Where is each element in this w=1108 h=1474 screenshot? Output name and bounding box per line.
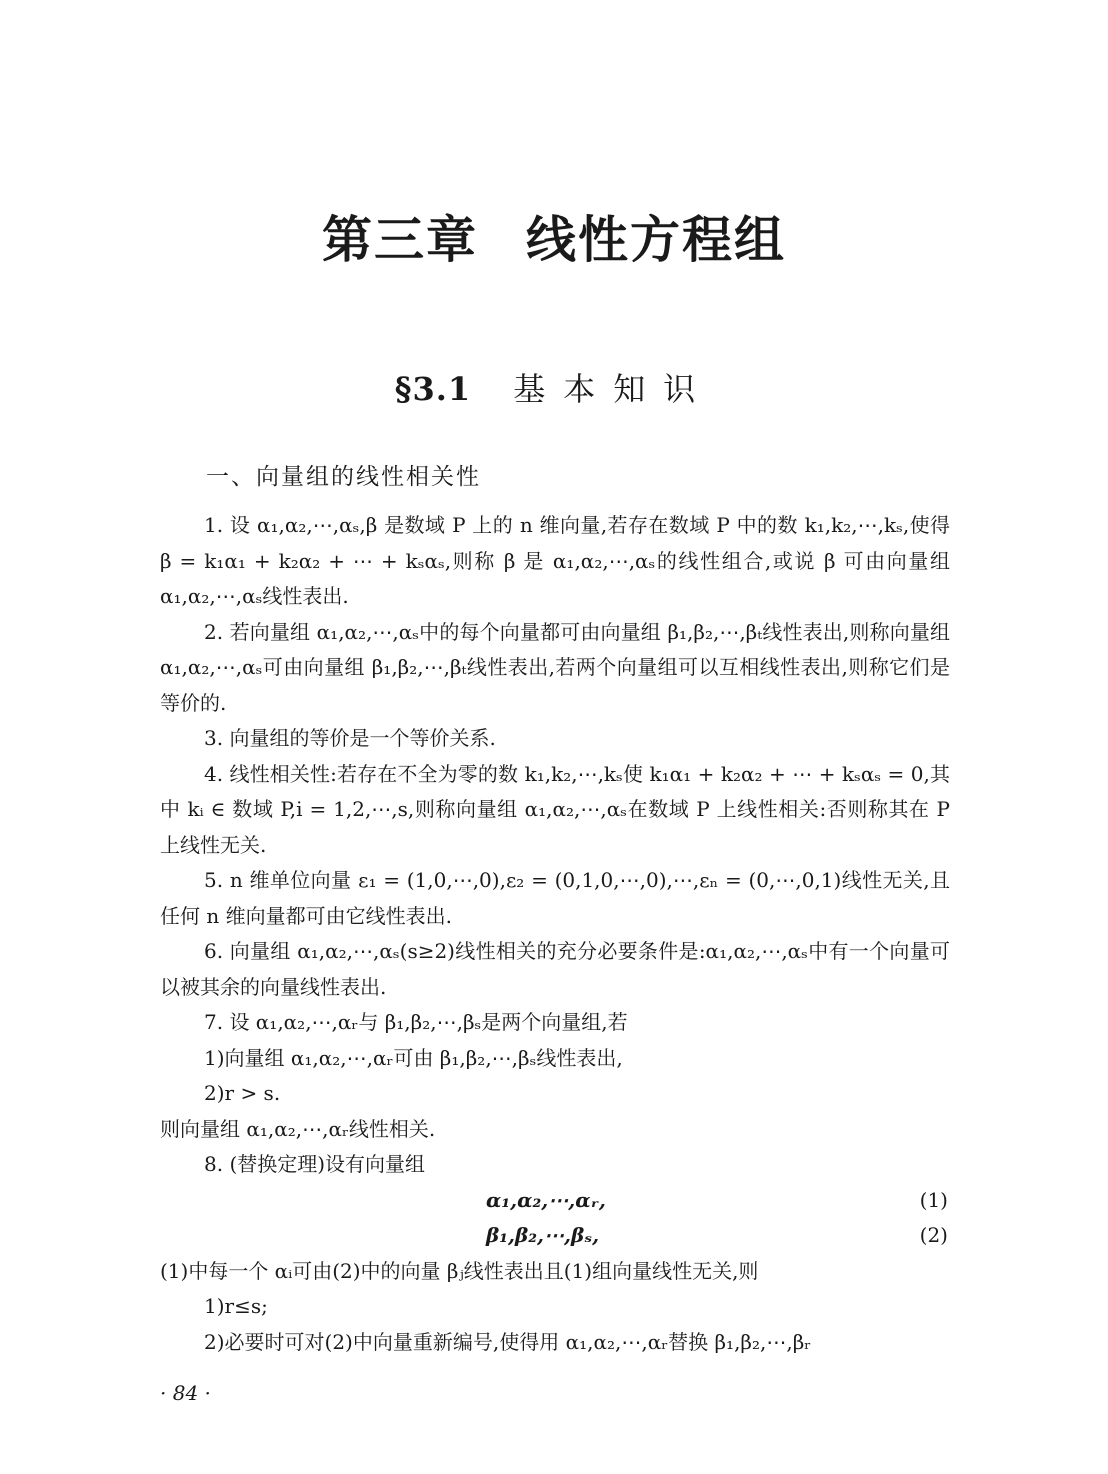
- item-5: 5. n 维单位向量 ε₁ = (1,0,⋯,0),ε₂ = (0,1,0,⋯,0),⋯,εₙ = (0,⋯,0,1)线性无关,且任何 n 维向量都可由它线性表出.: [160, 868, 950, 928]
- item-6: 6. 向量组 α₁,α₂,⋯,αₛ(s≥2)线性相关的充分必要条件是:α₁,α₂,⋯,αₛ中有一个向量可以被其余的向量线性表出.: [160, 939, 950, 999]
- section-title: [0, 364, 1108, 410]
- equation-2-body: β₁,β₂,⋯,βₛ,: [486, 1223, 600, 1247]
- equation-2: [160, 1218, 950, 1254]
- equation-1-body: α₁,α₂,⋯,αᵣ,: [486, 1187, 606, 1212]
- item-7-condition-2: 2)r > s.: [204, 1081, 281, 1105]
- item-8-result-1: 1)r≤s;: [204, 1294, 268, 1318]
- equation-2-tag: (2): [919, 1223, 948, 1247]
- subsection-title: 一、向量组的线性相关性: [206, 464, 481, 490]
- equation-1-tag: (1): [919, 1187, 948, 1212]
- chapter-title: [0, 200, 1108, 272]
- item-2: 2. 若向量组 α₁,α₂,⋯,αₛ中的每个向量都可由向量组 β₁,β₂,⋯,βₜ线性表出,则称向量组 α₁,α₂,⋯,αₛ可由向量组 β₁,β₂,⋯,βₜ线性表出,若两个向量组可以互相线性表出,则称它们是等价的.: [160, 619, 950, 715]
- item-1: 1. 设 α₁,α₂,⋯,αₛ,β 是数域 P 上的 n 维向量,若存在数域 P 中的数 k₁,k₂,⋯,kₛ,使得 β = k₁α₁ + k₂α₂ + ⋯ + kₛαₛ,则称 β 是 α₁,α₂,⋯,αₛ的线性组合,或说 β 可由向量组 α₁,α₂,⋯,αₛ线性表出.: [160, 513, 950, 608]
- item-7-condition-1: 1)向量组 α₁,α₂,⋯,αᵣ可由 β₁,β₂,⋯,βₛ线性表出,: [204, 1045, 623, 1070]
- equation-1: [160, 1183, 950, 1219]
- section-number: §3.1: [394, 370, 472, 408]
- item-7-conclusion: 则向量组 α₁,α₂,⋯,αᵣ线性相关.: [160, 1116, 436, 1141]
- chapter-number: 第三章: [322, 210, 478, 269]
- item-3: 3. 向量组的等价是一个等价关系.: [204, 726, 496, 750]
- item-7: 7. 设 α₁,α₂,⋯,αᵣ与 β₁,β₂,⋯,βₛ是两个向量组,若: [204, 1010, 628, 1034]
- item-8: 8. (替换定理)设有向量组: [204, 1152, 426, 1176]
- page-number: · 84 ·: [160, 1381, 211, 1405]
- item-8-result-2: 2)必要时可对(2)中向量重新编号,使得用 α₁,α₂,⋯,αᵣ替换 β₁,β₂,⋯,βᵣ: [204, 1329, 812, 1354]
- body-text: [160, 508, 950, 1360]
- section-name: 基本知识: [513, 370, 714, 408]
- chapter-name: 线性方程组: [526, 210, 786, 269]
- item-8-condition: (1)中每一个 αᵢ可由(2)中的向量 βⱼ线性表出且(1)组向量线性无关,则: [160, 1258, 759, 1283]
- item-4: 4. 线性相关性:若存在不全为零的数 k₁,k₂,⋯,kₛ使 k₁α₁ + k₂α₂ + ⋯ + kₛαₛ = 0,其中 kᵢ ∈ 数域 P,i = 1,2,⋯,s,则称向量组 α₁,α₂,⋯,αₛ在数域 P 上线性相关:否则称其在 P 上线性无关.: [160, 761, 950, 857]
